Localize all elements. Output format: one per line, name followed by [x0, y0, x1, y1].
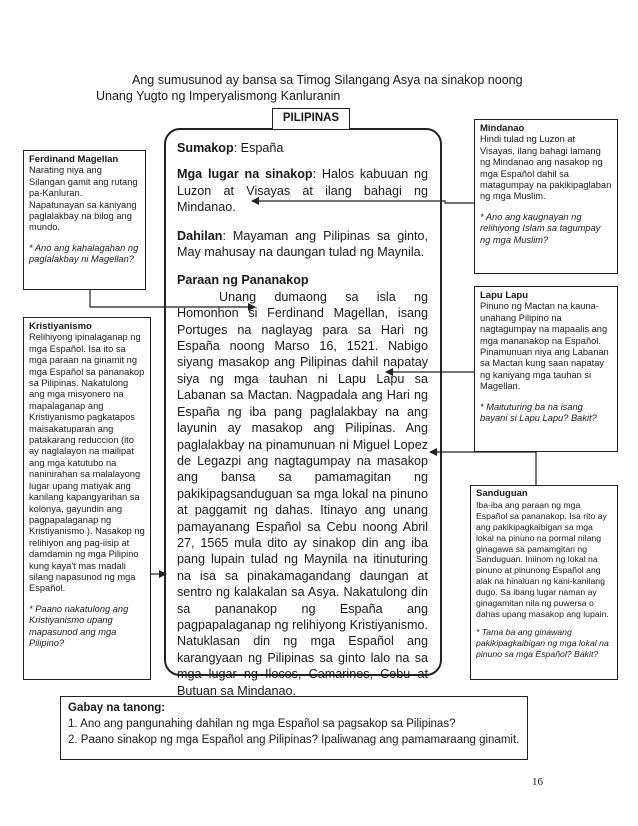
sumakop-value: : España: [233, 141, 284, 155]
mindanao-question: * Ano ang kaugnayan ng relihiyong Islam sa tagumpay ng mga Muslim?: [480, 211, 601, 245]
lapulapu-body: Pinuno ng Mactan na kauna-unahang Pilipino na nagtagumpay na mapaalis ang mga mananakop na Español. Pinamunuan niya ang Labanan sa Mactan kung saan napatay ng kaniyang mga tauhan si Magellan.: [480, 301, 609, 392]
paraan-body: Unang dumaong sa isla ng Homonhon si Ferdinand Magellan, isang Portuges na naglayag para sa Hari ng España noong Marso 16, 1521. Nabigo siyang masakop ang Pilipinas dahil napatay siya ng mga tauhan ni Lapu Lapu sa Labanan sa Mactan. Nagpadala ang Hari ng España ng iba pang paglalakbay na ang layunin ay masakop ang Pilipinas. Ang paglalakbay na pinamunuan ni Miguel Lopez de Legazpi ang nagtagumpay na masakop ang bansa sa pamamagitan ng pakikipagsanduguan sa mga lokal na pinuno at paggamit ng dahas. Itinayo ang unang pamayanang Español sa Cebu noong Abril 27, 1565 mula dito ay sinakop din ang iba pang lupain tulad ng Maynila na itinuturing na isa sa pinakamagandang daungan at sentro ng kalakalan sa Asya. Nakatulong din sa pananakop ng España ang pagpapalaganap ng relihiyong Kristiyanismo. Natuklasan din ng mga Español ang karangyaan ng Pilipinas sa ginto lalo na sa mga lugar ng Ilocos, Camarines, Cebu at Butuan sa Mindanao.: [177, 289, 428, 698]
kristiyanismo-body: Relihiyong ipinalaganap ng mga Español. Isa ito sa mga paraan na ginamit ng mga Español sa pananakop sa Pilipinas. Nakatulong ang mga misyonero na mapalaganap ang Kristiyanismo pagkatapos maisakatuparan ang patakarang reduccion (ito ay naglalayon na mailipat ang mga katutubo na naninirahan sa malalayong lugar upang matiyak ang kanilang kapangyarihan sa kolonya, gayundin ang pagpapalaganap ng Kristiyanismo ). Nasakop ng relihiyon ang pag-iisip at damdamin ng mga Pilipino kung kaya't mas madali silang napasunod ng mga Español.: [29, 332, 145, 594]
mindanao-box: [474, 119, 618, 274]
lapulapu-box: [474, 286, 618, 452]
lapulapu-title: Lapu Lapu: [480, 290, 529, 301]
guide-questions-box: [60, 696, 528, 760]
kristiyanismo-question: * Paano nakatulong ang Kristiyanismo upang mapasunod ang mga Pilipino?: [29, 603, 129, 648]
paraan-title: Paraan ng Pananakop: [177, 273, 309, 288]
magellan-title: Ferdinand Magellan: [29, 154, 119, 165]
sanduguan-box: [470, 485, 618, 680]
kristiyanismo-title: Kristiyanismo: [29, 321, 92, 332]
lugar-value: : Halos kabuuan ng Luzon at Visayas at ilang bahagi ng Mindanao.: [177, 167, 428, 215]
sumakop-label: Sumakop: [177, 141, 234, 155]
guide-title: Gabay na tanong:: [68, 702, 166, 714]
guide-question-2: 2. Paano sinakop ng mga Español ang Pilipinas? Ipaliwanag ang pamamaraang ginamit.: [68, 734, 520, 746]
country-label: PILIPINAS: [272, 108, 350, 130]
sanduguan-question: * Tama ba ang ginawang pakikipagkaibigan ng mga lokal na pinuno sa mga Español? Bakit?: [476, 626, 609, 659]
magellan-body: Narating niya ang Silangan gamit ang rutang pa-Kanluran. Napatunayan sa kaniyang paglalakbay na bilog ang mundo.: [29, 165, 138, 233]
kristiyanismo-box: [23, 317, 151, 680]
sanduguan-body: Iba-iba ang paraan ng mga Español sa pananakop. Isa rito ay ang pakikipagkaibigan sa mga lokal na pinuno na pormal nilang ginagawa sa pamamgitan ng Sanduguan. Iniinom ng lokal na pinuno at pinunong Español ang alak na hinaluan ng kani-kanilang dugo. Sa ibang lugar naman ay ginagamitan nila ng puwersa o dahas upang masakop ang lupain.: [476, 499, 609, 619]
intro-line-2: Unang Yugto ng Imperyalismong Kanluranin: [96, 89, 341, 103]
page-number: 16: [532, 776, 543, 788]
arrow-sanduguan: [430, 452, 536, 485]
sanduguan-title: Sanduguan: [476, 488, 528, 499]
magellan-question: * Ano ang kahalagahan ng paglalakbay ni Magellan?: [29, 242, 139, 265]
mindanao-body: Hindi tulad ng Luzon at Visayas, ilang bahagi lamang ng Mindanao ang nasakop ng mga Español dahil sa matagumpay na pakikipaglaban ng mga Muslim.: [480, 134, 612, 202]
main-content-box: [164, 128, 442, 698]
guide-question-1: 1. Ano ang pangunahing dahilan ng mga Español sa pagsakop sa Pilipinas?: [68, 718, 456, 730]
lapulapu-question: * Maituturing ba na isang bayani si Lapu Lapu? Bakit?: [480, 401, 597, 424]
intro-line-1: Ang sumusunod ay bansa sa Timog Silangang Asya na sinakop noong: [132, 73, 523, 87]
magellan-box: [23, 150, 146, 290]
dahilan-value: : Mayaman ang Pilipinas sa ginto, May mahusay na daungan tulad ng Maynila.: [177, 228, 428, 260]
intro-text: [96, 72, 566, 104]
lugar-label: Mga lugar na sinakop: [177, 167, 313, 182]
dahilan-label: Dahilan: [177, 228, 223, 243]
mindanao-title: Mindanao: [480, 123, 525, 134]
